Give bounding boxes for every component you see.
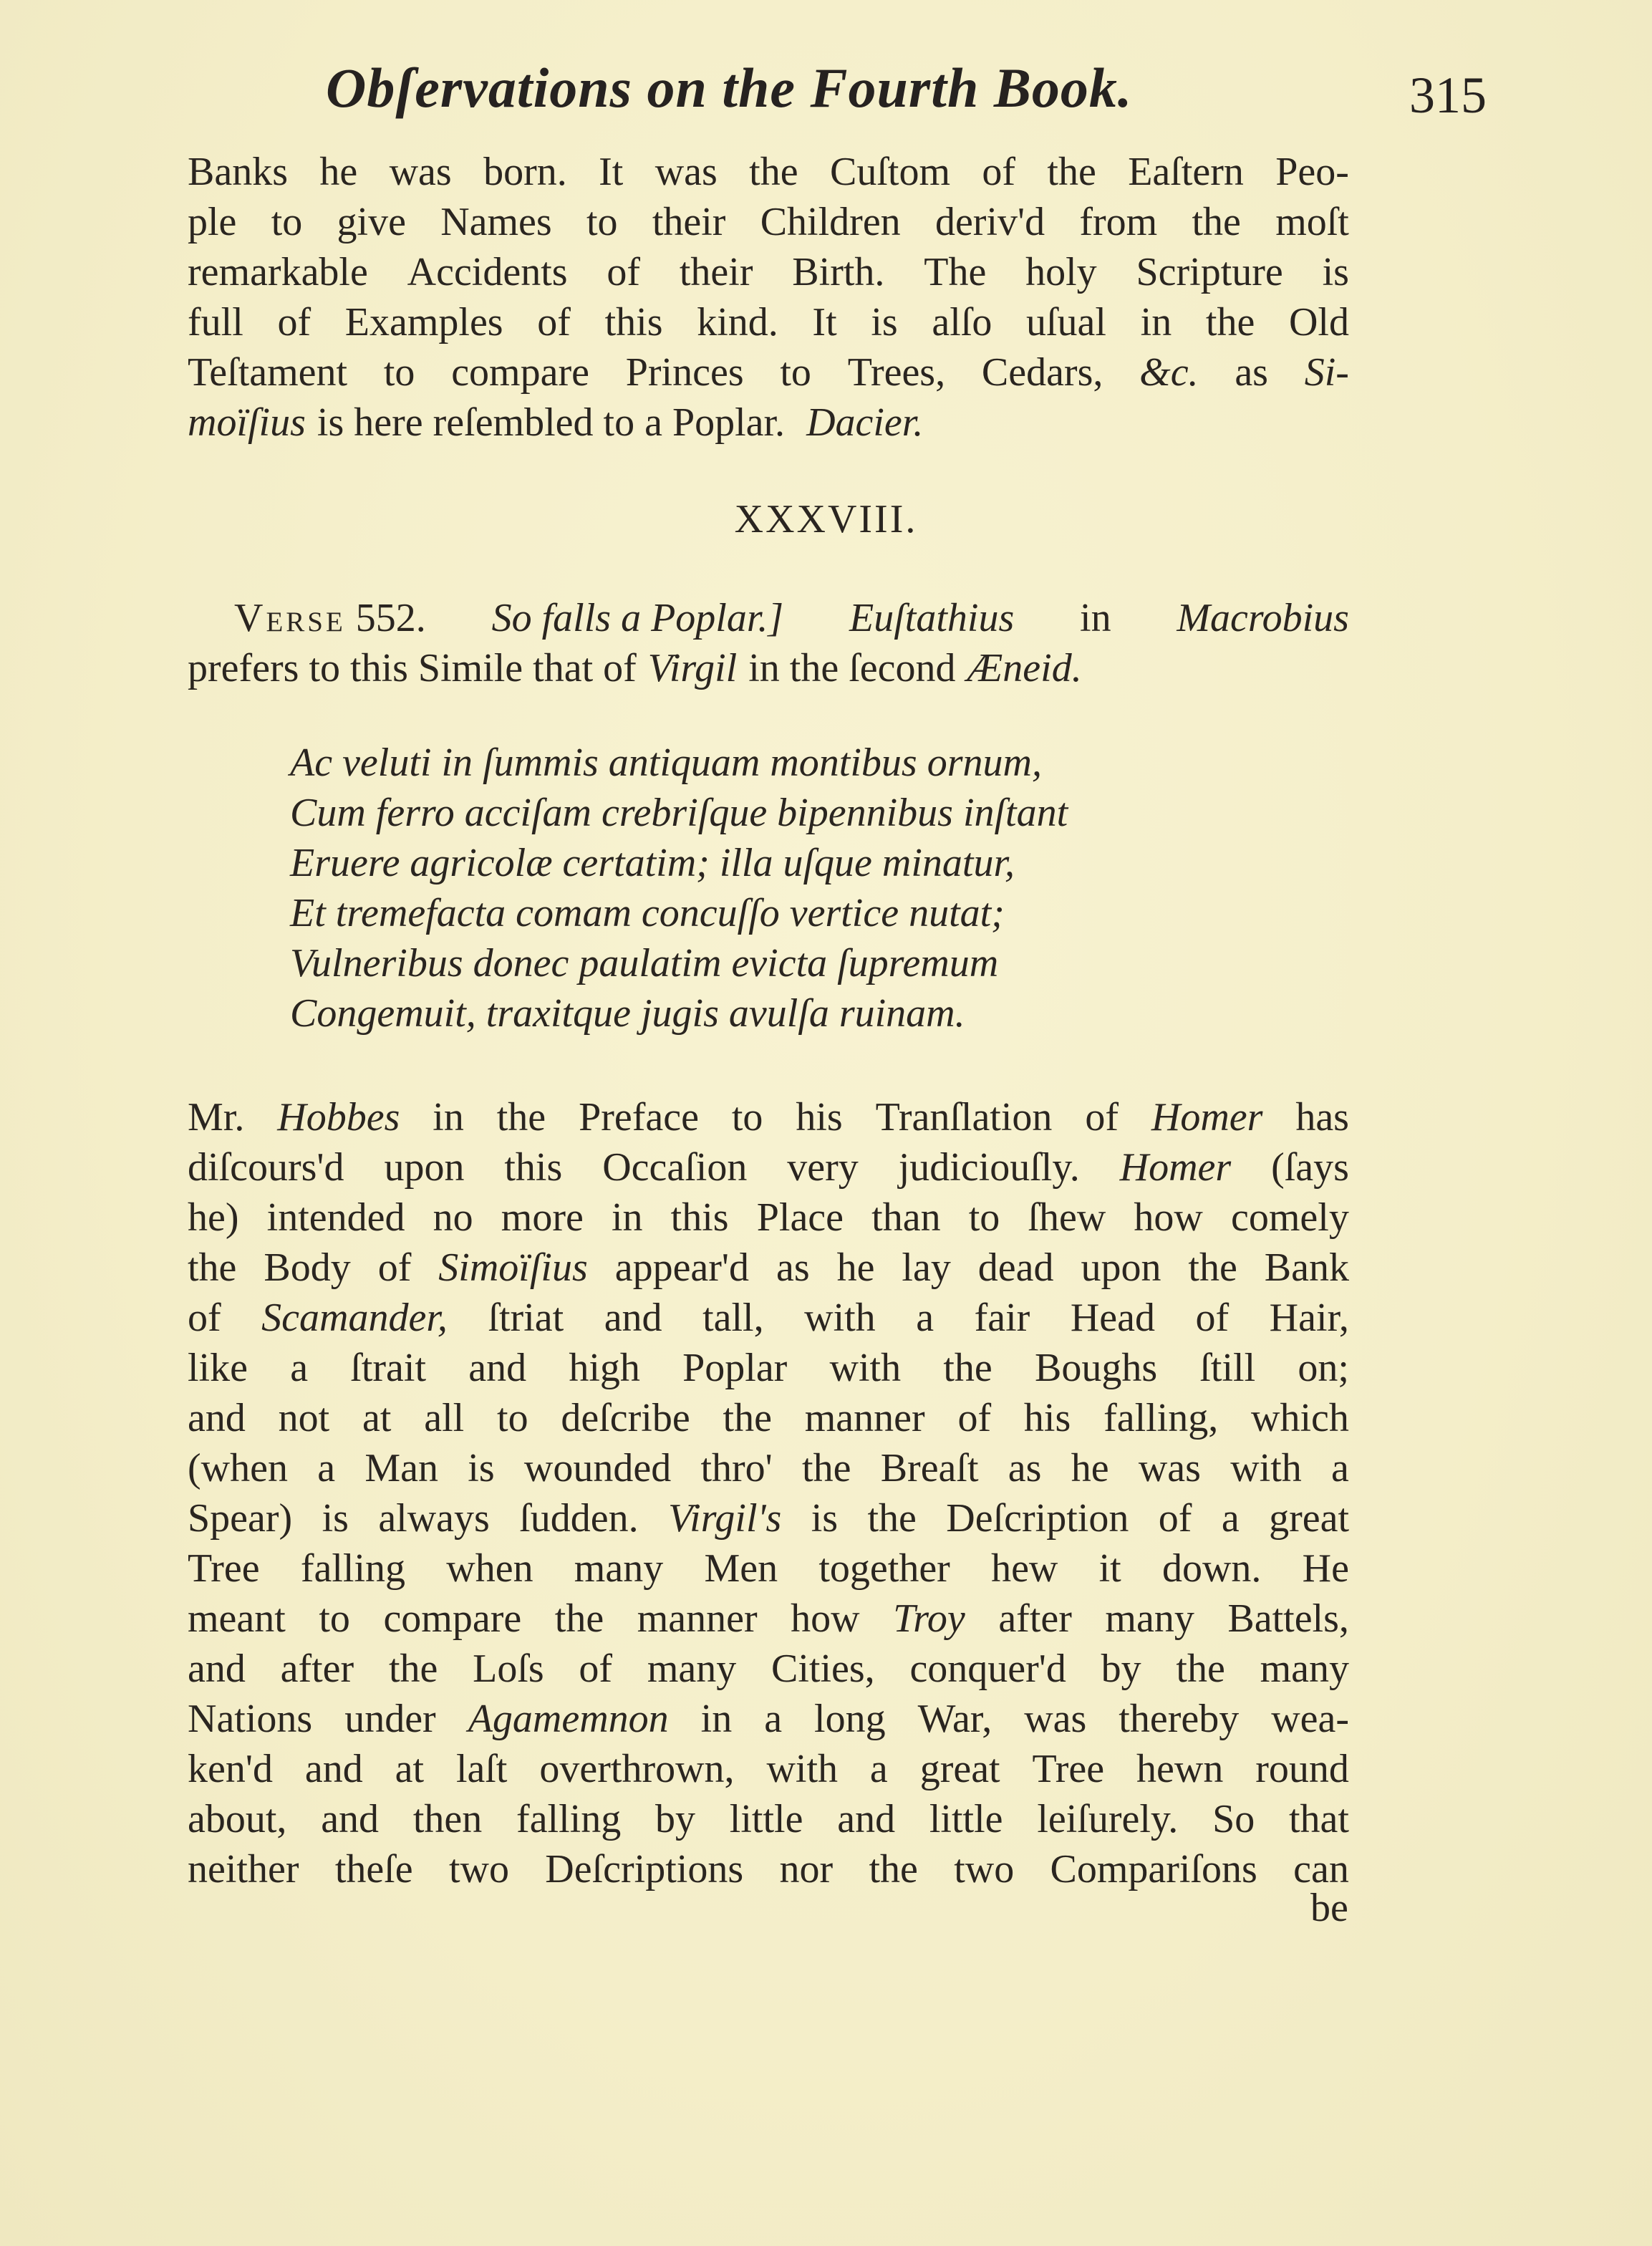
text-line: ken'd and at laſt overthrown, with a great Tree hewn round <box>188 1747 1349 1791</box>
section-heading: XXXVIII. <box>734 497 918 541</box>
running-title: Obſervations on the Fourth Book. <box>326 57 1133 119</box>
text-line: Nations under Agamemnon in a long War, was thereby wea- <box>188 1697 1349 1741</box>
verse-number: 552. <box>355 596 426 640</box>
paragraph-dacier <box>188 147 1349 448</box>
text-line: like a ſtrait and high Poplar with the Boughs ſtill on; <box>188 1346 1349 1390</box>
text-line: about, and then falling by little and little leiſurely. So that <box>188 1797 1349 1841</box>
verse-line: Ac veluti in ſummis antiquam montibus ornum, <box>290 741 1042 785</box>
verse-line: Eruere agricolæ certatim; illa uſque minatur, <box>290 841 1015 885</box>
text-line: Mr. Hobbes in the Preface to his Tranſlation of Homer has <box>188 1095 1349 1139</box>
catchword: be <box>1310 1886 1348 1930</box>
text-line: prefers to this Simile that of Virgil in the ſecond Æneid. <box>188 646 1082 690</box>
page-header <box>0 56 1652 135</box>
text-line: Teſtament to compare Princes to Trees, Cedars, &c. as Si- <box>188 350 1349 395</box>
text-line: the Body of Simoïſius appear'd as he lay dead upon the Bank <box>188 1245 1349 1290</box>
verse-label: Verse <box>234 596 346 640</box>
author-dacier: Dacier. <box>806 400 924 445</box>
verse-line: Congemuit, traxitque jugis avulſa ruinam. <box>290 991 965 1036</box>
verse-line: Et tremefacta comam concuſſo vertice nutat; <box>290 891 1005 935</box>
verse-line: Cum ferro acciſam crebriſque bipennibus inſtant <box>290 791 1068 835</box>
text-line: and not at all to deſcribe the manner of his falling, which <box>188 1396 1349 1440</box>
page-number: 315 <box>1409 67 1487 124</box>
text-line: Spear) is always ſudden. Virgil's is the Deſcription of a great <box>188 1496 1349 1541</box>
text-line: neither theſe two Deſcriptions nor the two Compariſons can <box>188 1847 1349 1891</box>
text-line: moïſius is here reſembled to a Poplar. Dacier. <box>188 397 1349 448</box>
text-line: meant to compare the manner how Troy after many Battels, <box>188 1596 1349 1641</box>
text-line: (when a Man is wounded thro' the Breaſt as he was with a <box>188 1446 1349 1490</box>
text-line: he) intended no more in this Place than to ſhew how comely <box>188 1195 1349 1240</box>
text-line: full of Examples of this kind. It is alſo uſual in the Old <box>188 300 1349 344</box>
text-line: ple to give Names to their Children deriv'd from the moſt <box>188 200 1349 244</box>
paragraph-verse-note <box>188 593 1349 693</box>
text-line: remarkable Accidents of their Birth. The holy Scripture is <box>188 250 1349 294</box>
text-line: Tree falling when many Men together hew it down. He <box>188 1546 1349 1591</box>
lemma: So falls a Poplar.] <box>491 596 784 640</box>
name-simoisius: moïſius <box>188 400 306 445</box>
text-line: Banks he was born. It was the Cuſtom of the Eaſtern Peo- <box>188 150 1349 194</box>
text-line: diſcours'd upon this Occaſion very judiciouſly. Homer (ſays <box>188 1145 1349 1190</box>
verse-line: Vulneribus donec paulatim evicta ſupremum <box>290 941 999 985</box>
text-line: and after the Loſs of many Cities, conquer'd by the many <box>188 1647 1349 1691</box>
text-line: of Scamander, ſtriat and tall, with a fair Head of Hair, <box>188 1296 1349 1340</box>
latin-quotation <box>290 738 1068 1038</box>
text-line: Verse 552. So falls a Poplar.] Euſtathius in Macrobius <box>188 593 1349 643</box>
paragraph-hobbes <box>188 1092 1349 1894</box>
